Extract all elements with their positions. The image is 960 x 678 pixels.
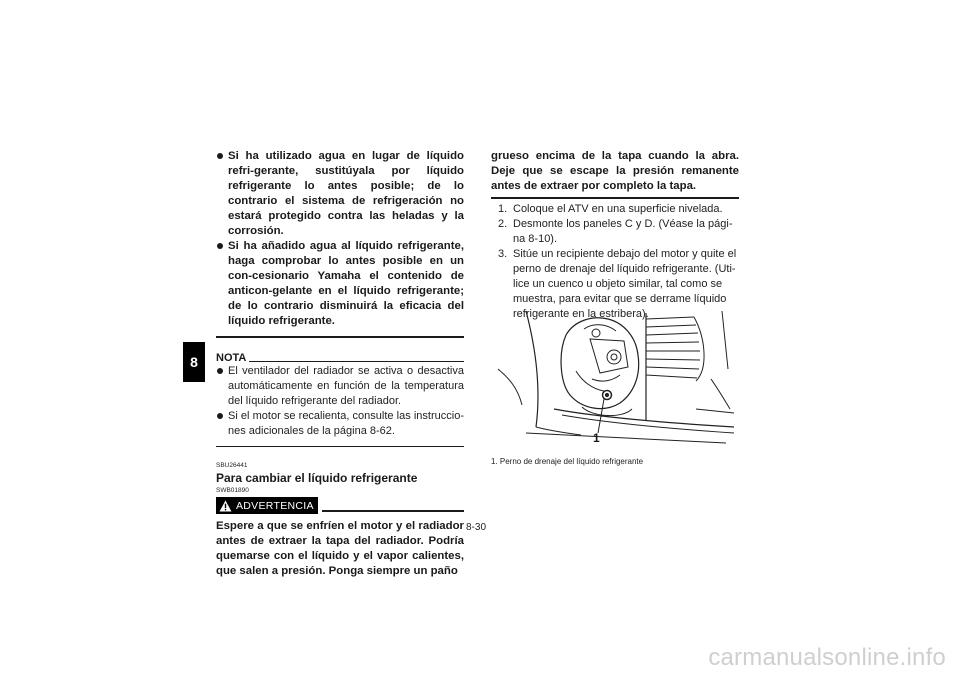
step-item xyxy=(491,202,739,217)
step-number: 1. xyxy=(498,203,508,215)
nota-bullet: Si el motor se recalienta, consulte las instruccio-nes adicionales de la página 8-62. xyxy=(216,409,464,439)
warning-code: SWB01890 xyxy=(216,487,249,494)
warning-bullet: Si ha añadido agua al líquido refrigerante, haga comprobar lo antes posible en un con-cesionario Yamaha el contenido de anticon-gelante en el líquido refrigerante; de lo contrario disminuirá la eficacia del líquido refrigerante. xyxy=(216,239,464,329)
warning-end-rule xyxy=(491,197,739,199)
warning-label: ADVERTENCIA xyxy=(236,499,314,512)
nota-label: NOTA xyxy=(216,352,247,364)
left-column xyxy=(216,149,464,579)
section-code: SBU26441 xyxy=(216,462,248,469)
warning-end-rule xyxy=(216,336,464,338)
step-text: Sitúe un recipiente debajo del motor y quite el perno de drenaje del líquido refrigerante. (Uti-lice un cuenco u objeto similar, tal como se muestra, para evitar que se derrame líquido refrigerante en la estribera). xyxy=(513,248,737,320)
step-number: 2. xyxy=(498,218,508,230)
step-item xyxy=(491,217,739,247)
warning-badge xyxy=(216,497,318,514)
figure-callout: 1 xyxy=(593,431,600,445)
page-number: 8-30 xyxy=(466,522,487,533)
nota-rule xyxy=(249,361,464,362)
warning-header xyxy=(216,497,464,514)
nota-header xyxy=(216,352,464,364)
step-text: Desmonte los paneles C y D. (Véase la pági-na 8-10). xyxy=(513,218,733,245)
warning-continuation: grueso encima de la tapa cuando la abra. Deje que se escape la presión remanente antes de extraer por completo la tapa. xyxy=(491,150,739,192)
warning-triangle-icon xyxy=(219,500,232,512)
nota-end-rule xyxy=(216,446,464,447)
warning-rule xyxy=(322,510,464,512)
chapter-tab xyxy=(183,342,205,382)
steps-list xyxy=(491,202,739,322)
step-text: Coloque el ATV en una superficie nivelada. xyxy=(513,203,723,215)
warning-bullet: Si ha utilizado agua en lugar de líquido refri-gerante, sustitúyala por líquido refrigerante lo antes posible; de lo contrario el sistema de refrigeración no estará protegido contra las heladas y la corrosión. xyxy=(216,149,464,239)
right-column xyxy=(491,149,739,466)
step-number: 3. xyxy=(498,248,508,260)
figure-caption: 1. Perno de drenaje del líquido refrigerante xyxy=(491,457,644,466)
chapter-tab-label: 8 xyxy=(190,354,198,370)
watermark: carmanualsonline.info xyxy=(708,644,946,671)
warning-text: Espere a que se enfríen el motor y el radiador antes de extraer la tapa del radiador. Podría quemarse con el líquido y el vapor calientes, que salen a presión. Ponga siempre un paño xyxy=(216,520,464,577)
engine-drain-illustration xyxy=(496,309,736,449)
section-title: Para cambiar el líquido refrigerante xyxy=(216,471,418,485)
nota-bullet: El ventilador del radiador se activa o desactiva automáticamente en función de la temperatura del líquido refrigerante del radiador. xyxy=(216,364,464,409)
